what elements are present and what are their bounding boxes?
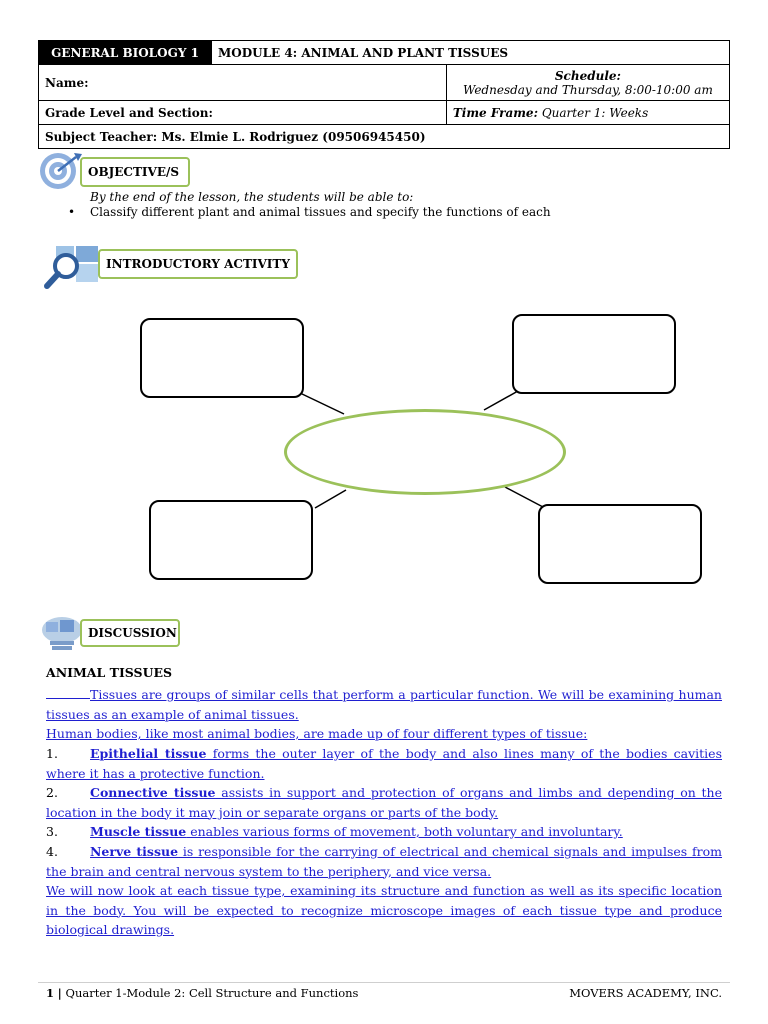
footer-module: Quarter 1-Module 2: Cell Structure and Functions (61, 986, 359, 1000)
tissue-term-link[interactable]: Connective tissue (90, 785, 216, 800)
tissue-item-number: 1. (46, 746, 58, 761)
tissue-item-number: 2. (46, 785, 58, 800)
concept-box-bottom-left[interactable] (149, 500, 313, 580)
tissue-item-number: 3. (46, 824, 58, 839)
tissue-item-text: enables various forms of movement, both voluntary and involuntary. (186, 824, 623, 839)
footer-separator: | (57, 986, 62, 1000)
introductory-badge: INTRODUCTORY ACTIVITY (98, 249, 298, 279)
paragraph-outro-text: We will now look at each tissue type, examining its structure and function as well as its specific location in the body. You will be expected to recognize microscope images of each tissue type and produce biological drawings. (46, 883, 722, 937)
animal-tissues-heading: ANIMAL TISSUES (46, 665, 173, 680)
paragraph-outro (46, 881, 722, 940)
header-table (38, 40, 730, 149)
footer-org: MOVERS ACADEMY, INC. (569, 986, 722, 1000)
grade-section-field[interactable]: Grade Level and Section: (39, 101, 447, 125)
discussion-badge: DISCUSSION (80, 619, 180, 647)
schedule-label: Schedule: (554, 68, 621, 83)
tissue-item-text: forms the outer layer of the body and also lines many of the bodies cavities where it has a protective function. (46, 746, 722, 781)
bullet-icon: • (68, 205, 76, 219)
module-title: MODULE 4: ANIMAL AND PLANT TISSUES (212, 41, 730, 65)
concept-box-top-right[interactable] (512, 314, 676, 394)
objectives-badge: OBJECTIVE/S (80, 157, 190, 187)
footer-left (46, 986, 358, 1000)
tissue-item (46, 783, 722, 822)
teacher-cell: Subject Teacher: Ms. Elmie L. Rodriguez (09506945450) (39, 125, 730, 149)
timeframe-cell (446, 101, 729, 125)
tissue-item-number: 4. (46, 844, 58, 859)
objectives-intro: By the end of the lesson, the students will be able to: (90, 190, 414, 204)
schedule-value: Wednesday and Thursday, 8:00-10:00 am (462, 82, 713, 97)
concept-center-ellipse[interactable] (284, 409, 566, 495)
tissue-term-link[interactable]: Muscle tissue (90, 824, 187, 839)
tissue-item (46, 822, 722, 842)
timeframe-value: Quarter 1: Weeks (538, 105, 649, 120)
timeframe-label: Time Frame: (452, 105, 538, 120)
paragraph-intro (46, 685, 722, 724)
tissue-item (46, 842, 722, 881)
paragraph-intro-text: Tissues are groups of similar cells that perform a particular function. We will be examining human tissues as an example of animal tissues. (46, 687, 722, 722)
target-icon (36, 151, 84, 191)
magnifier-icon (42, 244, 102, 290)
paragraph-types-text: Human bodies, like most animal bodies, are made up of four different types of tissue: (46, 726, 588, 741)
tissue-item (46, 744, 722, 783)
subject-cell: GENERAL BIOLOGY 1 (39, 41, 212, 65)
page-number: 1 (46, 986, 55, 1000)
paragraph-types (46, 724, 722, 744)
schedule-cell (446, 65, 729, 101)
indent-spacer (46, 686, 90, 699)
tissue-term-link[interactable]: Nerve tissue (90, 844, 179, 859)
objective-item (68, 205, 551, 219)
concept-box-top-left[interactable] (140, 318, 304, 398)
tissue-term-link[interactable]: Epithelial tissue (90, 746, 207, 761)
name-field[interactable]: Name: (39, 65, 447, 101)
concept-box-bottom-right[interactable] (538, 504, 702, 584)
tissue-item-text: is responsible for the carrying of electrical and chemical signals and impulses from the brain and central nervous system to the periphery, and vice versa. (46, 844, 723, 879)
tissue-item-text: assists in support and protection of organs and limbs and depending on the location in the body it may join or separate organs or parts of the body. (46, 785, 722, 820)
footer-divider (38, 982, 730, 983)
objective-text: Classify different plant and animal tissues and specify the functions of each (90, 205, 551, 219)
